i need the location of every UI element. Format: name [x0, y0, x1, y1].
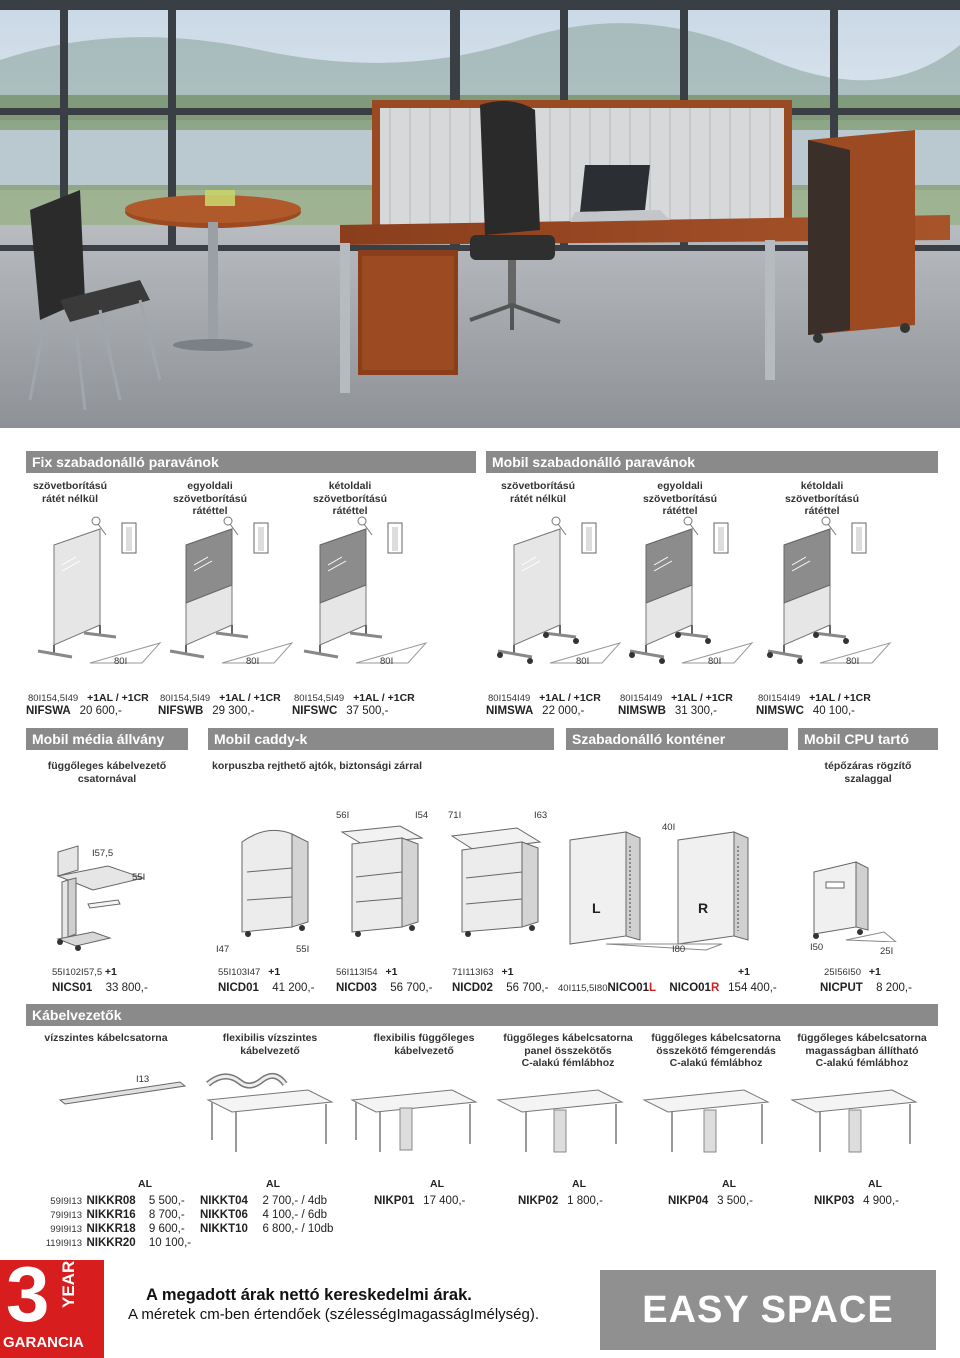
guarantee-badge [0, 1250, 104, 1358]
caddy-dim-71: 71 [448, 810, 459, 821]
nikkt-code: NIKKT10 [200, 1223, 248, 1235]
nikkt-price: 6 800,- / 10db [262, 1223, 334, 1235]
screen-width: 80 [708, 656, 719, 667]
container-dim-80: 80 [674, 944, 686, 955]
screen-width: 80 [846, 656, 857, 667]
al-label: AL [430, 1178, 444, 1190]
screen-drawing [32, 515, 172, 665]
nikkr-price: 9 600,- [148, 1223, 185, 1235]
media-description: függőleges kábelvezető csatornával [47, 760, 167, 785]
cable-drawings [40, 1060, 940, 1160]
screen-code: NIMSWA [486, 705, 534, 717]
cable-dim-13: 13 [138, 1074, 150, 1085]
al-label: AL [572, 1178, 586, 1190]
container-dim-40: 40 [662, 822, 673, 833]
caddy-section-header: Mobil caddy-k [208, 728, 554, 750]
nikkr-price: 5 500,- [148, 1195, 185, 1207]
screen-dims: 80I154,5I49 [294, 693, 345, 704]
nikkr-dims: 79I9I13 [50, 1210, 82, 1221]
hero-photo [0, 0, 960, 428]
cpu-option: +1 [868, 966, 881, 978]
caddy-2-option: +1 [385, 966, 398, 978]
nikp-price: 1 800,- [567, 1195, 603, 1207]
nikp-code: NIKP03 [814, 1195, 855, 1207]
screen-dims: 80I154I49 [758, 693, 801, 704]
screen-code: NIMSWB [618, 705, 666, 717]
nikp-price: 3 500,- [717, 1195, 753, 1207]
container-price: 154 400,- [728, 982, 777, 994]
media-dims: 55I102I57,5 [52, 967, 103, 978]
caddy-3-option: +1 [501, 966, 514, 978]
cable-section-header: Kábelvezetők [26, 1004, 938, 1026]
screen-code: NIFSWC [292, 705, 338, 717]
nikp-price: 17 400,- [423, 1195, 466, 1207]
nikp-row [518, 1191, 603, 1209]
nikkt-code: NIKKT06 [200, 1209, 248, 1221]
screen-drawing [298, 515, 438, 665]
nikkr-dims: 119I9I13 [45, 1238, 82, 1249]
screen-dims: 80I154,5I49 [28, 693, 79, 704]
screen-dims: 80I154I49 [488, 693, 531, 704]
screen-width: 80 [246, 656, 257, 667]
screen-code: NIFSWB [158, 705, 204, 717]
caddy-description: korpuszba rejthető ajtók, biztonsági zárral [212, 760, 423, 772]
screen-drawing [624, 515, 764, 665]
caddy-dim-54: 54 [417, 810, 429, 821]
badge-number: 3 [6, 1250, 50, 1338]
screen-code: NIFSWA [26, 705, 71, 717]
al-label: AL [266, 1178, 280, 1190]
media-section-header: Mobil média állvány [26, 728, 188, 750]
caddy-1-code: NICD01 [218, 982, 259, 994]
container-code-left: NICO01L [607, 982, 657, 994]
caddy-2-dims: 56I113I54 [336, 967, 378, 978]
fix-section-header: Fix szabadonálló paravánok [26, 451, 476, 473]
caddy-drawings [222, 822, 562, 942]
screen-price: 40 100,- [812, 705, 856, 717]
caddy-2-code: NICD03 [336, 982, 377, 994]
container-dims: 40I115,5I80 [558, 983, 608, 994]
cable-description-3: flexibilis függőleges kábelvezető [373, 1032, 475, 1057]
caddy-3-dims: 71I113I63 [452, 967, 494, 978]
screen-description: egyoldali szövetborítású rátéttel [172, 480, 248, 517]
badge-year: YEAR [59, 1260, 78, 1308]
screen-option: +1AL / +1CR [353, 692, 415, 704]
caddy-3-price: 56 700,- [506, 982, 549, 994]
nikp-row [668, 1191, 753, 1209]
screen-drawing [762, 515, 902, 665]
al-label: AL [722, 1178, 736, 1190]
al-label: AL [868, 1178, 882, 1190]
screen-price: 29 300,- [212, 705, 255, 717]
screen-description: kétoldali szövetborítású rátéttel [312, 480, 388, 517]
al-label: AL [138, 1178, 152, 1190]
media-dim-depth: 57,5 [94, 848, 114, 859]
caddy-3-code: NICD02 [452, 982, 493, 994]
container-letter-r: R [698, 900, 709, 916]
container-option: +1 [738, 966, 750, 978]
cable-description-4: függőleges kábelcsatorna panel összekötős C-alakú fémlábhoz [503, 1032, 633, 1069]
nikp-row [374, 1191, 465, 1209]
media-code: NICS01 [52, 982, 93, 994]
cable-description-2: flexibilis vízszintes kábelvezető [222, 1032, 318, 1057]
caddy-dim-55: 55 [296, 944, 307, 955]
cable-description-6: függőleges kábelcsatorna magasságban állítható C-alakú fémlábhoz [797, 1032, 927, 1069]
cpu-holder-drawing [806, 852, 906, 942]
media-dim-width: 55 [132, 872, 143, 883]
screen-width: 80 [576, 656, 587, 667]
screen-option: +1AL / +1CR [219, 692, 281, 704]
screen-price: 20 600,- [79, 705, 122, 717]
cpu-dim-50: 50 [812, 942, 824, 953]
screen-option: +1AL / +1CR [809, 692, 871, 704]
screen-drawing [164, 515, 304, 665]
screen-price: 37 500,- [346, 705, 389, 717]
brand-box [600, 1270, 936, 1350]
cpu-section-header: Mobil CPU tartó [798, 728, 938, 750]
nikkt-row [200, 1219, 333, 1237]
nikkr-code: NIKKR20 [86, 1237, 136, 1249]
badge-text: GARANCIA [3, 1334, 84, 1351]
screen-drawing [492, 515, 632, 665]
nikkr-dims: 59I9I13 [50, 1196, 82, 1207]
screen-option: +1AL / +1CR [87, 692, 149, 704]
container-code-right: NICO01R [669, 982, 720, 994]
nikkr-row [28, 1233, 191, 1251]
caddy-2-price: 56 700,- [390, 982, 433, 994]
nikp-code: NIKP04 [668, 1195, 709, 1207]
container-drawing [566, 826, 786, 951]
cpu-dims: 25I56I50 [824, 967, 861, 978]
nikp-code: NIKP02 [518, 1195, 559, 1207]
screen-width: 80 [380, 656, 391, 667]
screen-description: szövetborítású rátét nélkül [32, 480, 108, 505]
cable-description-5: függőleges kábelcsatorna összekötő fémgerendás C-alakú fémlábhoz [651, 1032, 781, 1069]
caddy-1-option: +1 [268, 966, 281, 978]
media-price: 33 800,- [105, 982, 148, 994]
nikp-row [814, 1191, 899, 1209]
mobil-section-header: Mobil szabadonálló paravánok [486, 451, 938, 473]
cpu-description: tépőzáras rögzítő szalaggal [824, 760, 912, 785]
media-option: +1 [104, 966, 117, 978]
caddy-1-price: 41 200,- [272, 982, 315, 994]
nikp-code: NIKP01 [374, 1195, 415, 1207]
footer-note-dimensions: A méretek cm-ben értendőek (szélességImagasságImélység). [128, 1306, 540, 1323]
nikkr-code: NIKKR08 [86, 1195, 136, 1207]
screen-price: 31 300,- [674, 705, 718, 717]
cpu-code: NICPUT [820, 982, 863, 994]
nikkr-price: 8 700,- [148, 1209, 185, 1221]
nikkr-price: 10 100,- [148, 1237, 192, 1249]
nikkt-price: 2 700,- / 4db [262, 1195, 328, 1207]
nikkt-code: NIKKT04 [200, 1195, 248, 1207]
caddy-dim-47: 47 [218, 944, 230, 955]
caddy-dim-63: 63 [536, 810, 548, 821]
screen-description: szövetborítású rátét nélkül [500, 480, 576, 505]
screen-description: kétoldali szövetborítású rátéttel [784, 480, 860, 517]
container-section-header: Szabadonálló konténer [566, 728, 788, 750]
nikkt-price: 4 100,- / 6db [262, 1209, 328, 1221]
nikp-price: 4 900,- [863, 1195, 899, 1207]
screen-option: +1AL / +1CR [671, 692, 733, 704]
screen-code: NIMSWC [756, 705, 804, 717]
footer-note-prices: A megadott árak nettó kereskedelmi árak. [146, 1286, 472, 1304]
cpu-dim-25: 25 [880, 946, 891, 957]
cpu-price: 8 200,- [876, 982, 912, 994]
screen-dims: 80I154,5I49 [160, 693, 211, 704]
screen-description: egyoldali szövetborítású rátéttel [642, 480, 718, 517]
caddy-1-dims: 55I103I47 [218, 967, 261, 978]
cable-description-1: vízszintes kábelcsatorna [44, 1032, 168, 1044]
screen-option: +1AL / +1CR [539, 692, 601, 704]
screen-width: 80 [114, 656, 125, 667]
brand-name: EASY SPACE [642, 1289, 894, 1331]
nikkr-code: NIKKR16 [86, 1209, 136, 1221]
caddy-dim-56: 56 [336, 810, 347, 821]
nikkr-dims: 99I9I13 [50, 1224, 82, 1235]
nikkr-code: NIKKR18 [86, 1223, 136, 1235]
screen-dims: 80I154I49 [620, 693, 663, 704]
screen-price: 22 000,- [542, 705, 585, 717]
container-letter-l: L [592, 900, 601, 916]
